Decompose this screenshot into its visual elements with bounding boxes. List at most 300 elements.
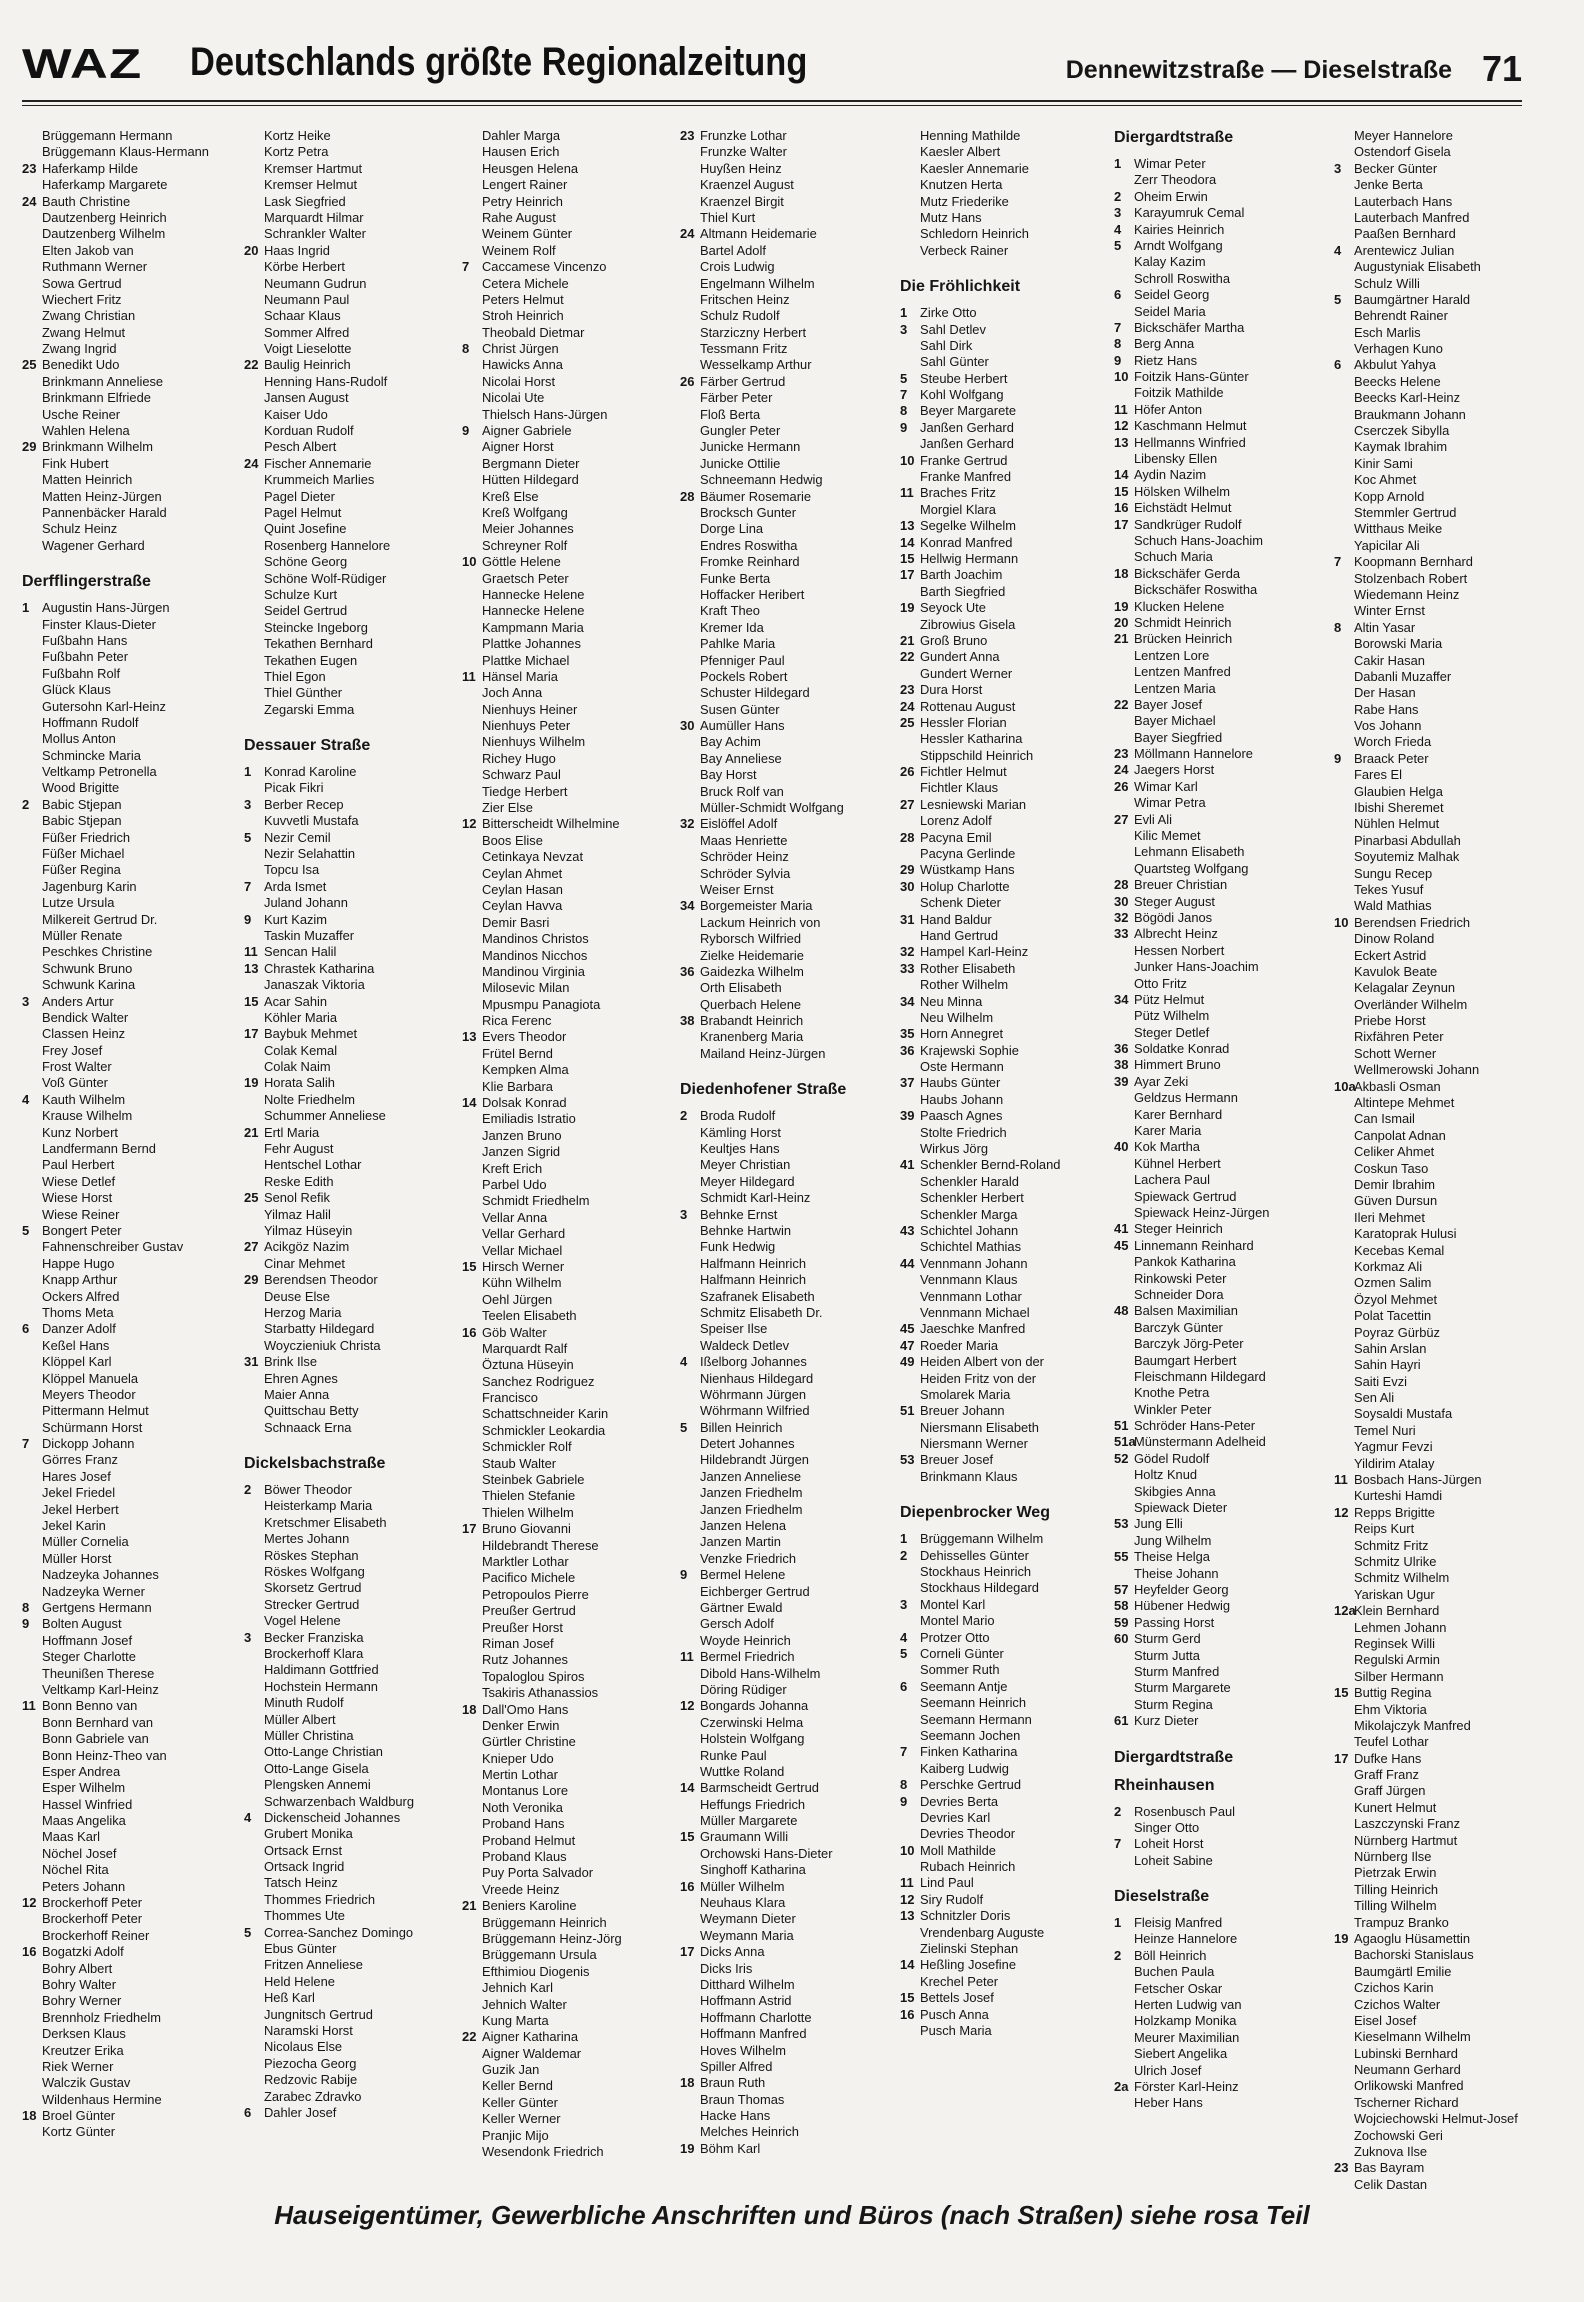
resident-name: Deuse Else [264,1288,330,1304]
resident-name: Neu Wilhelm [920,1009,994,1025]
resident-name: Nadzeyka Johannes [42,1567,159,1583]
resident-name: Sen Ali [1354,1390,1395,1406]
resident-name: Haferkamp Hilde [42,160,138,176]
house-number: 12 [462,816,477,832]
resident-name: Floß Berta [700,406,761,422]
resident-name: Zuknova Ilse [1354,2144,1428,2160]
resident-name: Heiden Albert von der [920,1354,1044,1370]
resident-entry [680,2124,898,2140]
resident-entry [1114,1238,1324,1254]
resident-name: Becker Franziska [264,1629,364,1645]
resident-name: Sahin Arslan [1354,1340,1427,1356]
resident-entry [244,1289,454,1305]
house-number: 12 [680,1698,695,1714]
resident-entry [900,584,1112,600]
resident-name: Füßer Regina [42,862,121,878]
resident-name: Ockers Alfred [42,1288,120,1304]
resident-entry [22,1371,222,1387]
resident-entry [680,243,898,259]
resident-entry [1114,910,1324,926]
house-number: 20 [1114,614,1129,630]
house-number: 2 [244,1482,252,1498]
resident-name: Breuer Johann [920,1403,1005,1419]
resident-entry [22,1092,222,1108]
resident-entry [900,1892,1112,1908]
house-number: 6 [1114,287,1122,303]
resident-entry [900,1272,1112,1288]
resident-name: Zegarski Emma [264,701,355,717]
resident-name: Füßer Friedrich [42,829,131,845]
resident-entry [244,1794,454,1810]
resident-name: Colak Kemal [264,1042,338,1058]
resident-entry [1114,2063,1324,2079]
resident-entry [680,980,898,996]
resident-entry [244,1321,454,1337]
house-number: 18 [680,2075,695,2091]
resident-name: Celik Dastan [1354,2176,1428,2192]
resident-entry [680,800,898,816]
resident-entry [680,1207,898,1223]
street-heading: Diergardtstraße [1114,129,1234,146]
resident-entry [1114,681,1324,697]
resident-entry [462,407,678,423]
resident-entry [462,833,678,849]
resident-name: Siry Rudolf [920,1891,984,1907]
resident-name: Böll Heinrich [1134,1947,1207,1963]
resident-name: Winter Ernst [1354,603,1425,619]
house-number: 6 [1334,357,1342,373]
resident-entry [1114,1008,1324,1024]
resident-name: Stockhaus Hildegard [920,1580,1039,1596]
resident-name: Roeder Maria [920,1337,999,1353]
resident-name: Graumann Willi [700,1829,789,1845]
resident-entry [900,387,1112,403]
resident-name: Schöne Georg [264,554,348,570]
resident-entry [900,1026,1112,1042]
resident-name: Finster Klaus-Dieter [42,616,156,632]
house-number: 7 [244,878,252,894]
resident-name: Ryborsch Wilfried [700,931,801,947]
resident-entry [22,1633,222,1649]
resident-entry [462,1439,678,1455]
resident-entry [680,1944,898,1960]
resident-entry [680,1485,898,1501]
house-number: 7 [1114,1836,1122,1852]
resident-entry [1114,156,1324,172]
resident-name: Knutzen Herta [920,177,1003,193]
resident-entry [22,1616,222,1632]
resident-entry [22,407,222,423]
resident-name: Marquardt Ralf [482,1340,568,1356]
resident-entry [680,1666,898,1682]
resident-name: Vennmann Johann [920,1255,1028,1271]
resident-name: Kortz Petra [264,144,329,160]
resident-name: Ebus Günter [264,1941,337,1957]
resident-entry [22,862,222,878]
resident-name: Krause Wilhelm [42,1108,133,1124]
resident-name: Schröder Hans-Peter [1134,1418,1256,1434]
house-number: 35 [900,1026,915,1042]
house-number: 26 [1114,778,1129,794]
resident-entry [680,1780,898,1796]
resident-entry [462,1587,678,1603]
resident-name: Neumann Paul [264,291,350,307]
resident-name: Tilling Wilhelm [1354,1898,1437,1914]
resident-entry [22,780,222,796]
resident-name: Ißelborg Johannes [700,1354,807,1370]
resident-entry [1114,1189,1324,1205]
directory-columns [22,128,1522,2192]
resident-entry [22,374,222,390]
resident-entry [680,1013,898,1029]
resident-name: Böhm Karl [700,2140,761,2156]
resident-entry [1334,554,1549,570]
resident-name: Beniers Karoline [482,1898,577,1914]
resident-entry [1334,1406,1549,1422]
resident-name: Detert Johannes [700,1436,795,1452]
resident-name: Tsakiris Athanassios [482,1685,599,1701]
resident-entry [680,259,898,275]
resident-name: Strecker Gertrud [264,1596,360,1612]
resident-entry [1114,1336,1324,1352]
resident-entry [462,800,678,816]
resident-entry [22,1551,222,1567]
house-number: 18 [1114,565,1129,581]
resident-entry [900,862,1112,878]
resident-entry [462,734,678,750]
house-number: 61 [1114,1713,1129,1729]
resident-entry [244,243,454,259]
resident-entry [22,1059,222,1075]
house-number: 3 [1114,205,1122,221]
house-number: 14 [462,1095,477,1111]
resident-name: Hannecke Helene [482,603,585,619]
resident-entry [22,1846,222,1862]
resident-name: Thommes Ute [264,1908,345,1924]
resident-name: Fehr August [264,1141,334,1157]
resident-name: Pütz Wilhelm [1134,1008,1210,1024]
resident-name: Döring Rüdiger [700,1681,787,1697]
resident-name: Bay Horst [700,767,757,783]
street-heading: Die Fröhlichkeit [900,278,1021,296]
resident-entry [22,1452,222,1468]
resident-entry [1334,2128,1549,2144]
resident-name: Peschkes Christine [42,944,153,960]
resident-entry [462,1423,678,1439]
house-number: 3 [900,321,908,337]
house-number: 15 [680,1829,695,1845]
resident-name: Seyock Ute [920,600,986,616]
resident-name: Kortz Heike [264,128,331,143]
resident-name: Berber Recep [264,796,344,812]
resident-entry [244,357,454,373]
resident-name: Schulz Rudolf [700,308,780,324]
resident-entry [680,2010,898,2026]
resident-name: Niersmann Werner [920,1436,1028,1452]
resident-name: Fritzen Anneliese [264,1957,363,1973]
resident-name: Vellar Anna [482,1209,548,1225]
resident-name: Lesniewski Marian [920,796,1027,812]
resident-entry [900,1777,1112,1793]
resident-entry [680,767,898,783]
resident-entry [1114,992,1324,1008]
resident-entry [1114,664,1324,680]
resident-name: Graetsch Peter [482,570,569,586]
resident-name: Brabandt Heinrich [700,1013,804,1029]
resident-entry [1114,205,1324,221]
resident-name: Acar Sahin [264,993,328,1009]
resident-entry [244,702,454,718]
resident-entry [1334,1783,1549,1799]
resident-entry [680,2141,898,2157]
house-number: 53 [1114,1516,1129,1532]
resident-name: Krajewski Sophie [920,1042,1019,1058]
resident-name: Brinkmann Elfriede [42,390,151,406]
resident-entry [680,1272,898,1288]
resident-entry [22,1879,222,1895]
resident-entry [1334,734,1549,750]
resident-name: Kohl Wolfgang [920,387,1004,403]
resident-name: Engelmann Wilhelm [700,275,815,291]
resident-name: Albrecht Heinz [1134,926,1218,942]
resident-entry [680,948,898,964]
resident-name: Hand Baldur [920,911,992,927]
resident-name: Silber Hermann [1354,1668,1444,1684]
resident-name: Lauterbach Manfred [1354,209,1470,225]
resident-entry [462,1144,678,1160]
resident-entry [244,1613,454,1629]
resident-name: Bickschäfer Martha [1134,319,1245,335]
resident-entry [22,1534,222,1550]
resident-entry [22,879,222,895]
resident-name: Ehm Viktoria [1354,1701,1427,1717]
resident-entry [462,161,678,177]
resident-entry [244,1974,454,1990]
resident-entry [1114,1320,1324,1336]
resident-entry [1114,385,1324,401]
resident-entry [1334,1636,1549,1652]
resident-name: Dabanli Muzaffer [1354,668,1452,684]
resident-entry [680,1518,898,1534]
resident-name: Akbasli Osman [1354,1078,1441,1094]
resident-name: Bruck Rolf van [700,783,784,799]
resident-entry [900,1436,1112,1452]
resident-name: Fichtler Klaus [920,780,999,796]
resident-entry [22,128,222,144]
resident-entry [1334,1062,1549,1078]
resident-name: Schmitz Ulrike [1354,1553,1437,1569]
resident-name: Kremser Hartmut [264,160,363,176]
resident-name: Verhagen Kuno [1354,341,1443,357]
house-number: 15 [1114,483,1129,499]
resident-entry [462,1111,678,1127]
resident-name: Sturm Jutta [1134,1647,1200,1663]
resident-name: Stockhaus Heinrich [920,1564,1032,1580]
resident-entry [900,944,1112,960]
street-heading: Dieselstraße [1114,1888,1210,1906]
resident-name: Koc Ahmet [1354,472,1417,488]
resident-name: Elten Jakob van [42,242,134,258]
resident-name: Bogatzki Adolf [42,1944,124,1960]
resident-name: Müller Cornelia [42,1534,129,1550]
resident-entry [244,1190,454,1206]
resident-name: Sommer Alfred [264,324,350,340]
resident-entry [1114,1090,1324,1106]
resident-name: Sturm Manfred [1134,1663,1220,1679]
house-number: 10 [1334,914,1349,930]
resident-entry [1334,2046,1549,2062]
resident-name: Baumgart Herbert [1134,1352,1237,1368]
resident-name: Berendsen Theodor [264,1272,378,1288]
resident-entry [1114,369,1324,385]
resident-entry [244,653,454,669]
resident-name: Rother Elisabeth [920,960,1016,976]
house-number: 4 [22,1091,30,1107]
resident-entry [1114,976,1324,992]
resident-name: Neumann Gerhard [1354,2062,1461,2078]
resident-name: Danzer Adolf [42,1321,116,1337]
resident-name: Dehisselles Günter [920,1547,1029,1563]
resident-entry [1334,603,1549,619]
resident-entry [1114,2095,1324,2111]
resident-name: Bayer Michael [1134,713,1216,729]
resident-name: Lachera Paul [1134,1172,1210,1188]
resident-entry [1334,1931,1549,1947]
resident-entry [1334,1620,1549,1636]
resident-entry [1334,357,1549,373]
resident-name: Schwarzenbach Waldburg [264,1793,414,1809]
resident-name: Ceylan Ahmet [482,865,563,881]
resident-name: Schröder Heinz [700,849,789,865]
resident-entry [22,1764,222,1780]
resident-name: Riek Werner [42,2058,114,2074]
resident-name: Eckert Astrid [1354,947,1427,963]
resident-entry [462,1947,678,1963]
house-number: 23 [680,128,695,143]
resident-entry [900,1810,1112,1826]
resident-name: Huyßen Heinz [700,160,782,176]
resident-entry [1114,549,1324,565]
resident-entry [1334,915,1549,931]
house-number: 13 [1114,434,1129,450]
resident-entry [1334,1521,1549,1537]
resident-name: Brüggemann Wilhelm [920,1531,1044,1547]
newspaper-logo: WAZ [22,40,143,87]
resident-entry [462,2029,678,2045]
resident-name: Reginsek Willi [1354,1635,1435,1651]
house-number: 7 [1114,319,1122,335]
resident-entry [900,1597,1112,1613]
house-number: 7 [900,387,908,403]
resident-entry [244,994,454,1010]
resident-name: Berendsen Friedrich [1354,914,1471,930]
resident-name: Yilmaz Hüseyin [264,1223,353,1238]
resident-entry [900,1010,1112,1026]
resident-entry [1114,1205,1324,1221]
resident-name: Becker Günter [1354,160,1438,176]
resident-name: Schneemann Hedwig [700,472,823,488]
resident-entry [462,1374,678,1390]
resident-entry [680,1223,898,1239]
resident-name: Braun Ruth [700,2075,766,2091]
resident-name: Schneider Dora [1134,1286,1224,1302]
resident-entry [1334,2078,1549,2094]
resident-entry [462,1013,678,1029]
resident-name: Pusch Anna [920,2006,989,2022]
resident-entry [680,341,898,357]
resident-name: Köhler Maria [264,1009,338,1025]
resident-name: Starbatty Hildegard [264,1321,375,1337]
resident-name: Nienhuys Wilhelm [482,734,586,750]
resident-entry [244,1712,454,1728]
resident-name: Akbulut Yahya [1354,357,1436,373]
resident-entry [1334,1751,1549,1767]
resident-name: Mertes Johann [264,1531,350,1547]
resident-name: Rabe Hans [1354,701,1419,717]
resident-entry [1334,1243,1549,1259]
resident-name: Poyraz Gürbüz [1354,1324,1440,1340]
resident-name: Pockels Robert [700,668,788,684]
resident-name: Geldzus Hermann [1134,1090,1238,1106]
resident-name: Pranjic Mijo [482,2127,549,2143]
resident-entry [1334,2029,1549,2045]
resident-entry [1334,1357,1549,1373]
resident-entry [1114,484,1324,500]
resident-entry [244,2089,454,2105]
resident-entry [1334,521,1549,537]
house-number: 29 [22,439,37,455]
resident-name: Ileri Mehmet [1354,1209,1425,1225]
resident-entry [244,1679,454,1695]
house-number: 28 [1114,877,1129,893]
resident-entry [900,617,1112,633]
house-number: 17 [1334,1750,1349,1766]
resident-entry [22,633,222,649]
resident-entry [462,1603,678,1619]
resident-entry [1114,1254,1324,1270]
resident-name: Zwang Christian [42,308,136,324]
resident-name: Piezocha Georg [264,2055,357,2071]
resident-name: Jansen August [264,390,349,406]
resident-entry [462,128,678,144]
resident-entry [1334,1095,1549,1111]
resident-entry [680,1584,898,1600]
resident-entry [462,685,678,701]
resident-entry [680,1289,898,1305]
resident-name: Tscherner Richard [1354,2094,1459,2110]
resident-name: Esper Andrea [42,1763,121,1779]
resident-entry [1334,1144,1549,1160]
resident-name: Rinkowski Peter [1134,1270,1227,1286]
resident-entry [462,2128,678,2144]
resident-name: Janzen Friedhelm [700,1485,803,1501]
resident-name: Schulz Willi [1354,275,1420,291]
house-number: 24 [22,193,37,209]
resident-entry [22,1075,222,1091]
resident-entry [1114,1221,1324,1237]
resident-name: Holstein Wolfgang [700,1731,805,1747]
resident-entry [22,1715,222,1731]
house-number: 4 [1114,221,1122,237]
resident-entry [462,341,678,357]
resident-name: Junker Hans-Joachim [1134,959,1259,975]
resident-name: Bonn Gabriele van [42,1731,149,1747]
resident-name: Bay Achim [700,734,761,750]
resident-entry [680,1567,898,1583]
resident-name: Vennmann Lothar [920,1288,1022,1304]
resident-name: Braun Thomas [700,2091,785,2107]
resident-name: Emiliadis Istratio [482,1111,576,1127]
